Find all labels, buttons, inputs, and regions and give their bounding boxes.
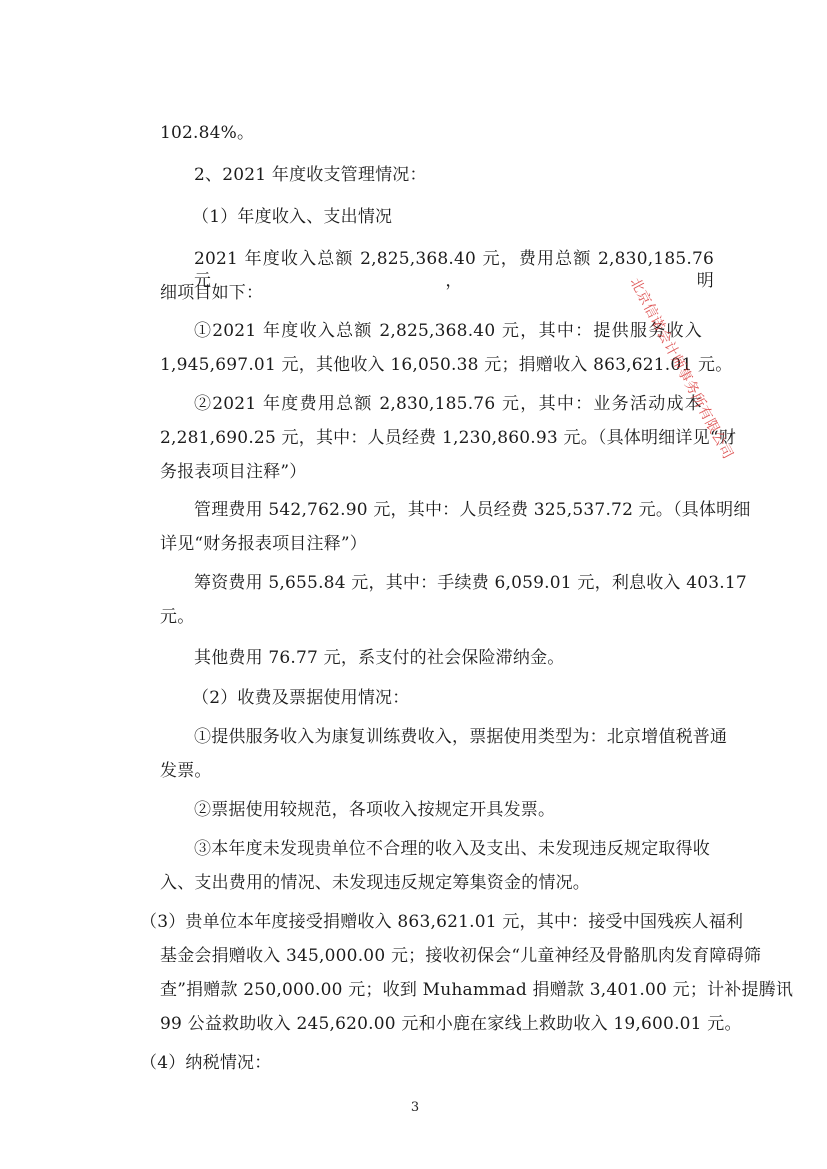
text-line: 入、支出费用的情况、未发现违反规定筹集资金的情况。 (160, 873, 590, 893)
text-line: 其他费用 76.77 元，系支付的社会保险滞纳金。 (194, 648, 565, 668)
text-line: ③本年度未发现贵单位不合理的收入及支出、未发现违反规定取得收 (194, 839, 710, 859)
text-line: 102.84%。 (160, 123, 255, 143)
text-line: 管理费用 542,762.90 元，其中：人员经费 325,537.72 元。（具体明细 (194, 500, 751, 520)
section-heading: 2、2021 年度收支管理情况： (194, 165, 427, 185)
text-line: 查”捐赠款 250,000.00 元；收到 Muhammad 捐赠款 3,401.00 元；计补提腾讯 (160, 980, 794, 1000)
text-line: 基金会捐赠收入 345,000.00 元；接收初保会“儿童神经及骨骼肌肉发育障碍筛 (160, 946, 762, 966)
subsection-heading: （1）年度收入、支出情况 (192, 207, 393, 227)
text-line: （3）贵单位本年度接受捐赠收入 863,621.01 元，其中：接受中国残疾人福利 (140, 912, 744, 932)
page-number: 3 (410, 1100, 420, 1115)
text-line: 筹资费用 5,655.84 元，其中：手续费 6,059.01 元，利息收入 403.17 (194, 573, 747, 593)
text-line: ②票据使用较规范，各项收入按规定开具发票。 (194, 800, 556, 820)
text-line: 2,281,690.25 元，其中：人员经费 1,230,860.93 元。（具体明细详见“财 (160, 428, 736, 448)
text-line: ①2021 年度收入总额 2,825,368.40 元，其中：提供服务收入 (194, 321, 702, 341)
svg-text:北京信诺会计师事务所有限公司: 北京信诺会计师事务所有限公司 (626, 275, 736, 463)
text-line: 细项目如下： (160, 283, 264, 303)
text-line: ②2021 年度费用总额 2,830,185.76 元，其中：业务活动成本 (194, 394, 702, 414)
text-line: 详见“财务报表项目注释”） (160, 534, 367, 554)
text-line: 务报表项目注释”） (160, 462, 307, 482)
text-line: 发票。 (160, 761, 212, 781)
text-line: 99 公益救助收入 245,620.00 元和小鹿在家线上救助收入 19,600.01 元。 (160, 1014, 742, 1034)
text-line: ①提供服务收入为康复训练费收入，票据使用类型为：北京增值税普通 (194, 727, 728, 747)
subsection-heading: （4）纳税情况： (140, 1053, 272, 1073)
text-line: 元。 (160, 607, 195, 627)
text-line: 1,945,697.01 元，其他收入 16,050.38 元；捐赠收入 863,621.01 元。 (160, 355, 733, 375)
subsection-heading: （2）收费及票据使用情况： (192, 688, 410, 708)
text-line: 2021 年度收入总额 2,825,368.40 元，费用总额 2,830,185.76 元，明 (194, 249, 714, 291)
